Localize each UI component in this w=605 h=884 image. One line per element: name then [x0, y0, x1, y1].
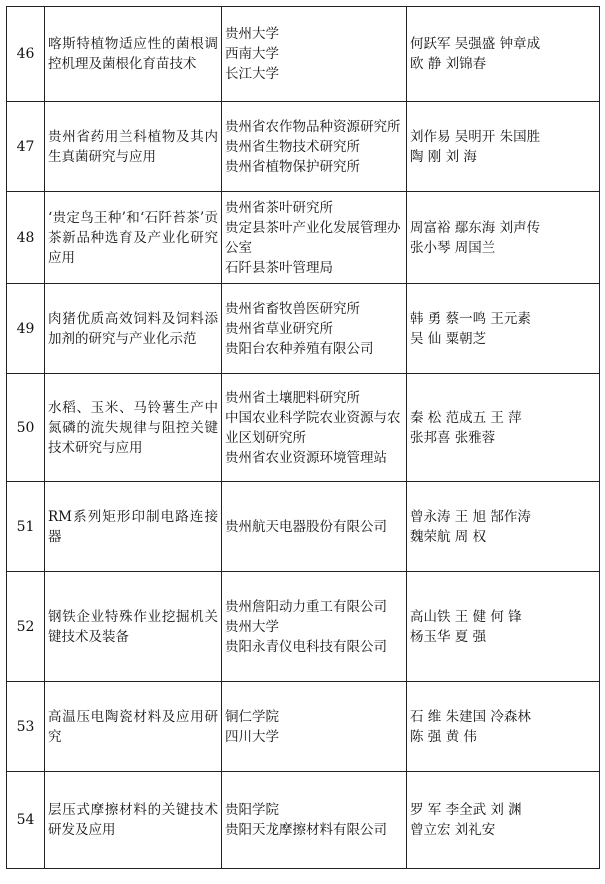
units-cell [222, 374, 407, 482]
unit: 西南大学 [225, 46, 279, 62]
people-line: 周富裕 鄢东海 刘声传 [410, 219, 541, 236]
people-cell [407, 682, 600, 772]
project-name: ‘贵定鸟王种’和‘石阡苔茶’贡茶新品种选育及产业化研究应用 [45, 192, 222, 284]
project-name: 高温压电陶瓷材料及应用研究 [45, 682, 222, 772]
people-line: 张小琴 周国兰 [410, 239, 496, 256]
row-number: 46 [7, 7, 45, 102]
units-cell [222, 682, 407, 772]
people-line: 吴 仙 粟朝芝 [410, 330, 487, 347]
people-line: 石 维 朱建国 冷森林 [410, 708, 531, 725]
unit: 贵州航天电器股份有限公司 [225, 518, 387, 535]
units-cell [222, 102, 407, 192]
unit: 中国农业科学院农业资源与农业区划研究所 [225, 409, 401, 446]
people-cell [407, 772, 600, 869]
table-row [7, 284, 600, 374]
people-line: 韩 勇 蔡一鸣 王元素 [410, 310, 531, 327]
project-name: 喀斯特植物适应性的菌根调控机理及菌根化育苗技术 [45, 7, 222, 102]
unit: 贵州詹阳动力重工有限公司 [225, 598, 387, 615]
units-cell [222, 482, 407, 572]
table-row [7, 682, 600, 772]
row-number: 54 [7, 772, 45, 869]
people-cell [407, 102, 600, 192]
unit: 贵阳学院 [225, 802, 279, 818]
units-cell [222, 7, 407, 102]
people-line: 欧 静 刘锦春 [410, 56, 487, 72]
unit: 贵州省土壤肥料研究所 [225, 389, 360, 406]
people-line: 罗 军 李全武 刘 渊 [410, 802, 522, 818]
unit: 四川大学 [225, 728, 279, 745]
unit: 贵州省农作物品种资源研究所 [225, 118, 401, 135]
people-cell [407, 284, 600, 374]
project-name: 水稻、玉米、马铃薯生产中氮磷的流失规律与阻控关键技术研究与应用 [45, 374, 222, 482]
row-number: 51 [7, 482, 45, 572]
table-row [7, 192, 600, 284]
unit: 石阡县茶叶管理局 [225, 259, 333, 276]
people-cell [407, 7, 600, 102]
project-name: 层压式摩擦材料的关键技术研发及应用 [45, 772, 222, 869]
row-number: 49 [7, 284, 45, 374]
units-cell [222, 572, 407, 682]
people-line: 曾永涛 王 旭 郜作涛 [410, 508, 531, 525]
units-cell [222, 284, 407, 374]
table-row [7, 772, 600, 869]
units-cell [222, 192, 407, 284]
people-line: 何跃军 吴强盛 钟章成 [410, 36, 541, 52]
unit: 贵阳台农种养殖有限公司 [225, 340, 374, 357]
unit: 贵定县茶叶产业化发展管理办公室 [225, 219, 401, 256]
table-row [7, 102, 600, 192]
unit: 铜仁学院 [225, 708, 279, 725]
unit: 贵州省植物保护研究所 [225, 158, 360, 175]
unit: 贵州大学 [225, 618, 279, 635]
unit: 贵阳天龙摩擦材料有限公司 [225, 822, 387, 838]
people-cell [407, 572, 600, 682]
project-name: 钢铁企业特殊作业挖掘机关键技术及装备 [45, 572, 222, 682]
unit: 贵州大学 [225, 26, 279, 42]
unit: 贵州省农业资源环境管理站 [225, 449, 387, 466]
people-line: 秦 松 范成五 王 萍 [410, 409, 522, 426]
people-cell [407, 482, 600, 572]
unit: 贵州省茶叶研究所 [225, 199, 333, 216]
project-name: RM系列矩形印制电路连接器 [45, 482, 222, 572]
unit: 贵州省生物技术研究所 [225, 138, 360, 155]
people-line: 高山铁 王 健 何 锋 [410, 608, 522, 625]
unit: 贵州省畜牧兽医研究所 [225, 300, 360, 317]
units-cell [222, 772, 407, 869]
unit: 贵阳永青仪电科技有限公司 [225, 638, 387, 655]
table-row [7, 7, 600, 102]
award-table [6, 6, 600, 869]
unit: 长江大学 [225, 66, 279, 82]
people-line: 陈 强 黄 伟 [410, 728, 477, 745]
row-number: 47 [7, 102, 45, 192]
row-number: 50 [7, 374, 45, 482]
people-line: 杨玉华 夏 强 [410, 628, 487, 645]
project-name: 肉猪优质高效饲料及饲料添加剂的研究与产业化示范 [45, 284, 222, 374]
people-line: 张邦喜 张雅蓉 [410, 429, 496, 446]
row-number: 52 [7, 572, 45, 682]
people-cell [407, 192, 600, 284]
table-row [7, 572, 600, 682]
people-line: 曾立宏 刘礼安 [410, 822, 496, 838]
people-cell [407, 374, 600, 482]
table-row [7, 482, 600, 572]
people-line: 魏荣航 周 权 [410, 528, 487, 545]
row-number: 53 [7, 682, 45, 772]
people-line: 陶 刚 刘 海 [410, 148, 477, 165]
project-name: 贵州省药用兰科植物及其内生真菌研究与应用 [45, 102, 222, 192]
table-row [7, 374, 600, 482]
row-number: 48 [7, 192, 45, 284]
people-line: 刘作易 吴明开 朱国胜 [410, 128, 541, 145]
unit: 贵州省草业研究所 [225, 320, 333, 337]
